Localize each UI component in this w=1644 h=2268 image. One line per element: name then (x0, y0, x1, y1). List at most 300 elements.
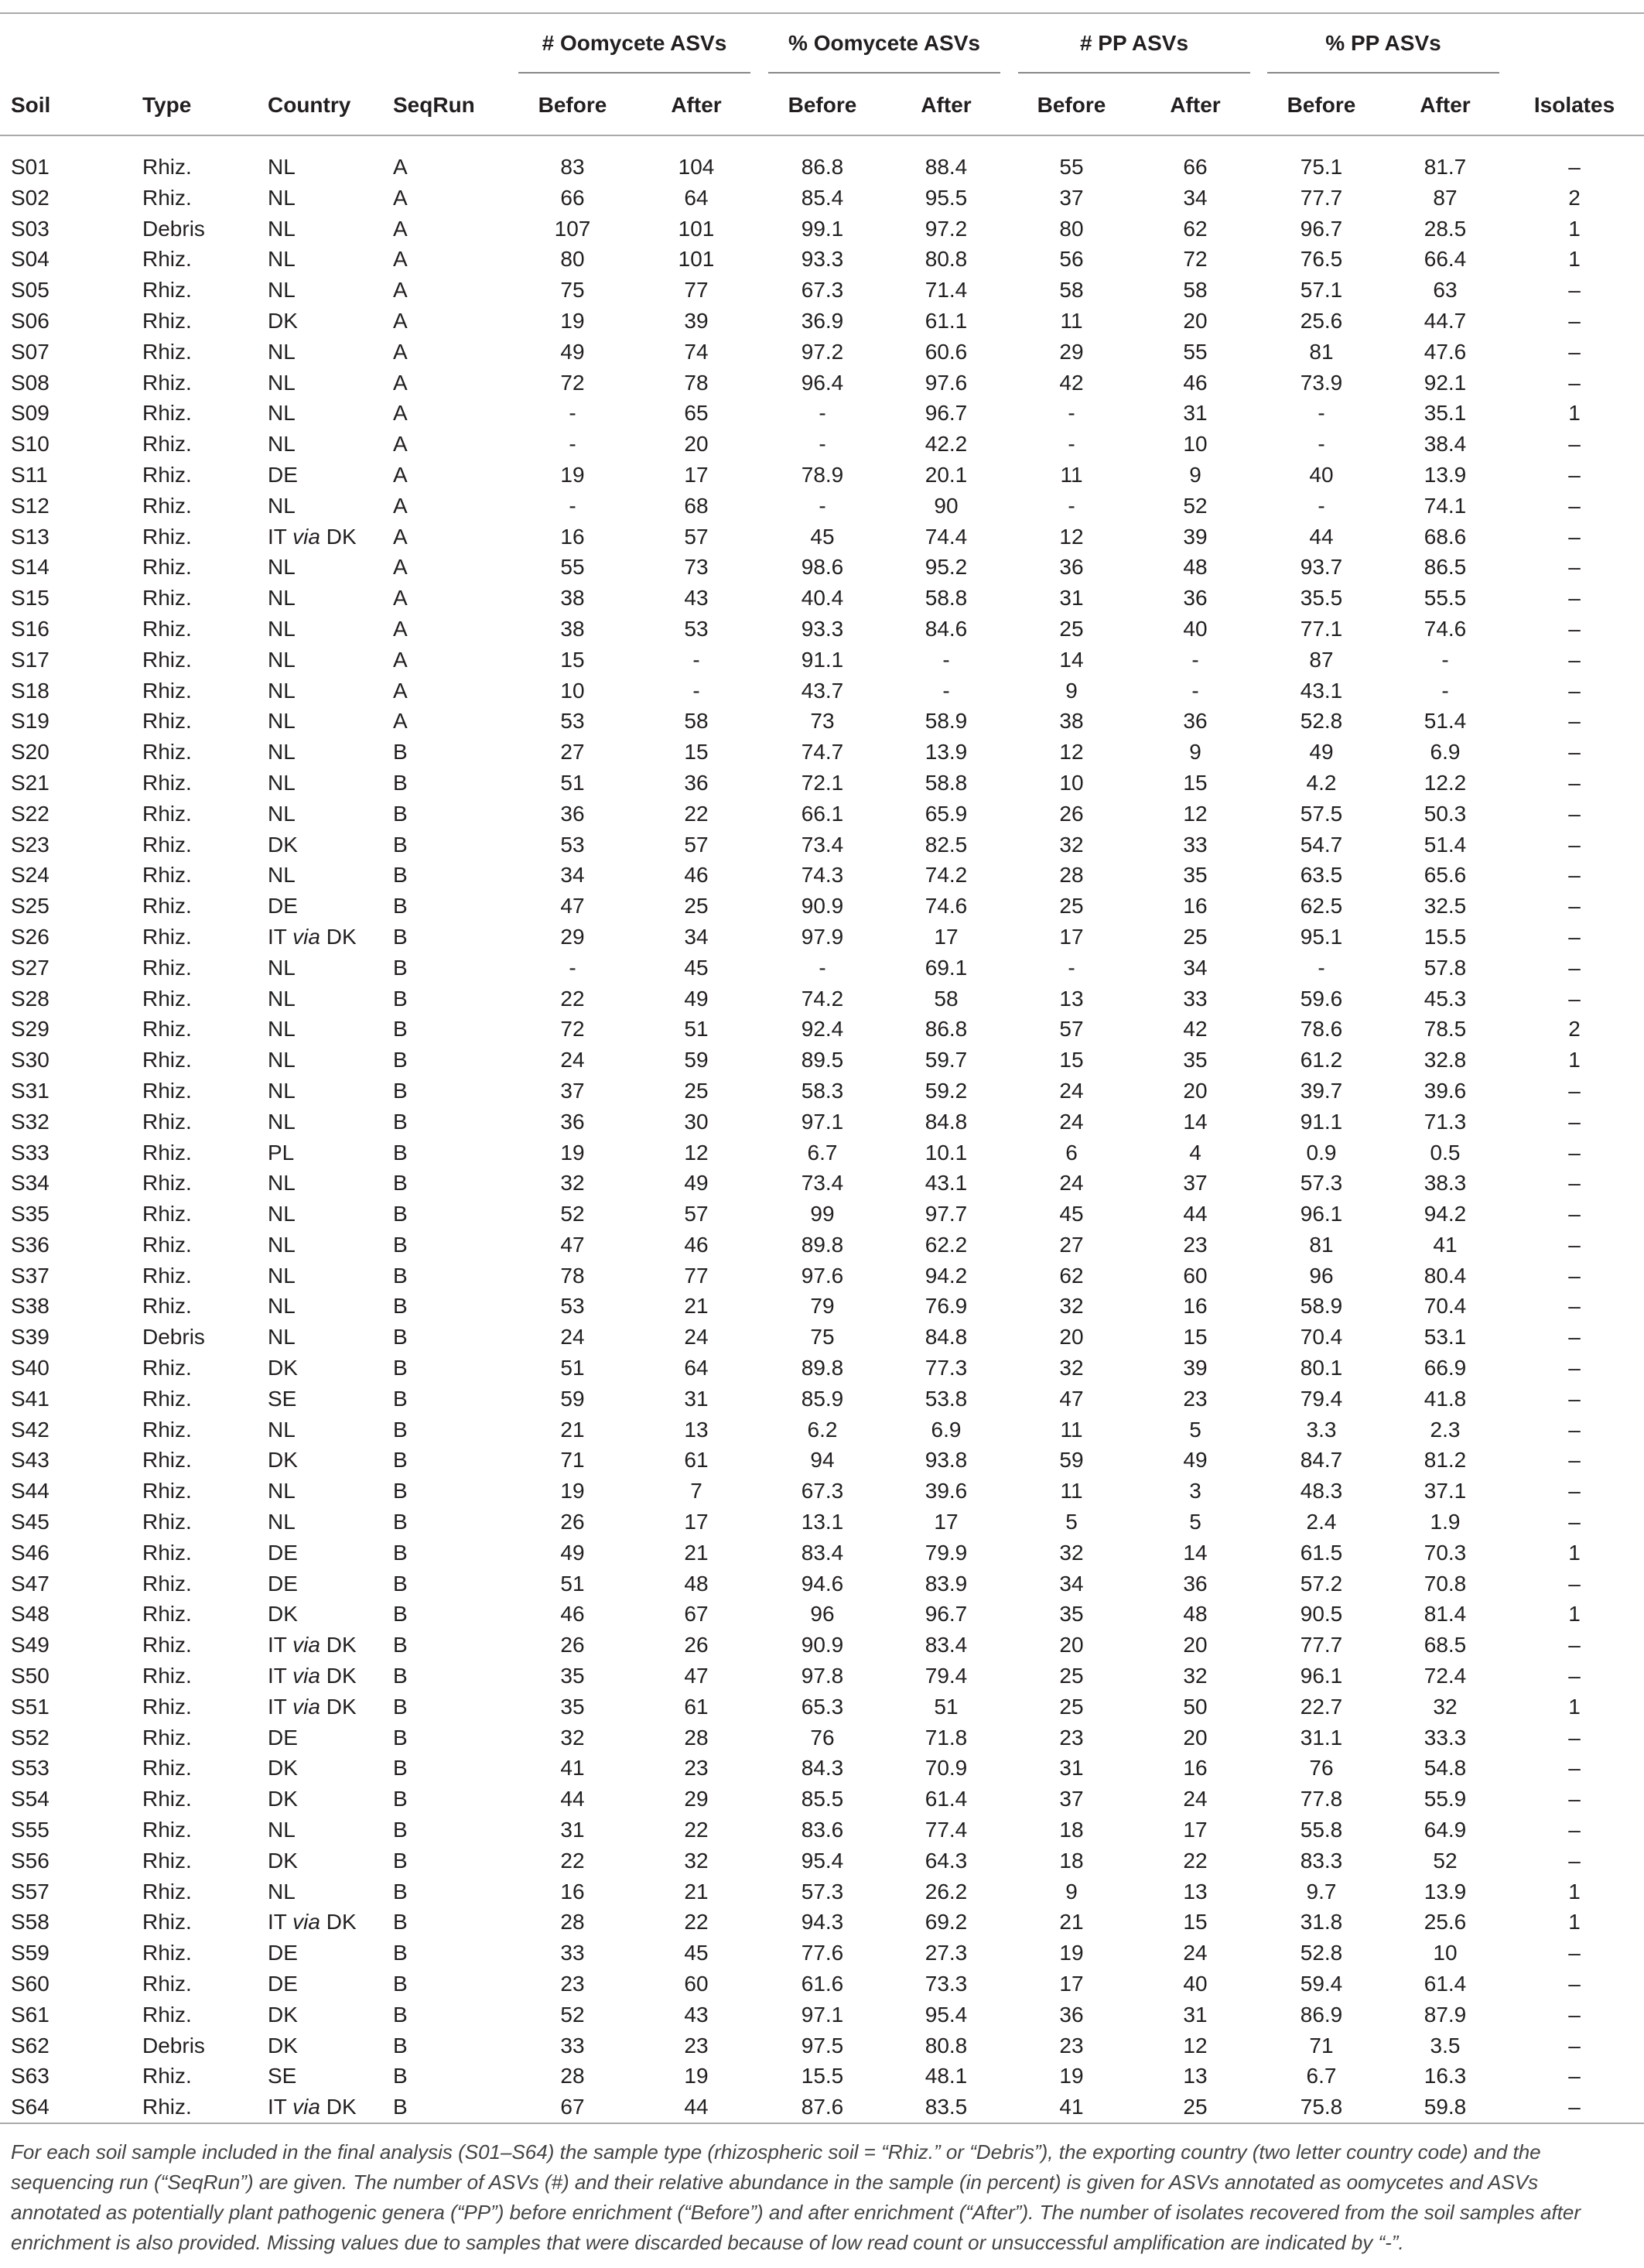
cell-pp-count-before: 6 (1065, 1140, 1078, 1165)
cell-pp-count-before: 21 (1059, 1910, 1084, 1934)
cell-pp-pct-after: 16.3 (1424, 2064, 1467, 2088)
cell-oomycete-count-before: 16 (560, 1879, 585, 1904)
cell-pp-count-before: 31 (1059, 586, 1084, 611)
cell-pp-count-before: - (1068, 493, 1075, 518)
cell-seqrun: B (393, 1232, 408, 1257)
cell-type: Rhiz. (142, 1633, 192, 1657)
cell-soil: S63 (11, 2064, 50, 2088)
cell-pp-count-before: 24 (1059, 1078, 1084, 1103)
cell-oomycete-count-after: 101 (678, 247, 715, 272)
cell-isolates: – (1568, 678, 1581, 703)
cell-soil: S46 (11, 1540, 50, 1565)
cell-type: Rhiz. (142, 1417, 192, 1442)
cell-soil: S50 (11, 1664, 50, 1688)
cell-pp-pct-after: 6.9 (1430, 740, 1461, 765)
cell-pp-pct-after: 15.5 (1424, 924, 1467, 949)
cell-oomycete-pct-after: 62.2 (925, 1232, 968, 1257)
cell-oomycete-count-after: 61 (684, 1694, 709, 1719)
cell-type: Debris (142, 216, 205, 241)
table-row (0, 1199, 1644, 1230)
cell-oomycete-count-before: 32 (560, 1171, 585, 1196)
cell-soil: S57 (11, 1879, 50, 1904)
cell-oomycete-pct-after: 59.2 (925, 1078, 968, 1103)
cell-isolates: 1 (1568, 1694, 1581, 1719)
via-country-code: DK (326, 924, 357, 949)
cell-seqrun: A (393, 586, 408, 611)
cell-pp-pct-after: 74.6 (1424, 616, 1467, 641)
cell-country (268, 398, 391, 429)
cell-pp-pct-before: 52.8 (1300, 1941, 1343, 1965)
cell-type: Rhiz. (142, 524, 192, 549)
cell-pp-pct-after: 64.9 (1424, 1818, 1467, 1842)
cell-isolates: – (1568, 155, 1581, 179)
cell-pp-pct-after: 70.3 (1424, 1540, 1467, 1565)
cell-type: Rhiz. (142, 1664, 192, 1688)
cell-pp-count-after: 36 (1183, 586, 1208, 611)
cell-oomycete-count-before: 35 (560, 1664, 585, 1688)
cell-soil: S36 (11, 1232, 50, 1257)
cell-seqrun: B (393, 1263, 408, 1288)
cell-oomycete-pct-after: 70.9 (925, 1756, 968, 1781)
cell-oomycete-count-before: 19 (560, 1140, 585, 1165)
cell-country (268, 953, 391, 983)
cell-oomycete-count-after: 23 (684, 2033, 709, 2058)
cell-oomycete-pct-after: 6.9 (931, 1417, 962, 1442)
cell-type: Rhiz. (142, 462, 192, 487)
cell-pp-pct-after: 52 (1433, 1848, 1458, 1873)
country-code: PL (268, 1140, 295, 1165)
cell-oomycete-count-before: 44 (560, 1787, 585, 1811)
cell-isolates: – (1568, 432, 1581, 457)
cell-oomycete-pct-after: 73.3 (925, 1972, 968, 1996)
cell-country (268, 1107, 391, 1137)
cell-oomycete-pct-before: 97.5 (801, 2033, 844, 2058)
cell-pp-pct-after: 33.3 (1424, 1725, 1467, 1750)
country-code: NL (268, 247, 296, 272)
cell-country (268, 306, 391, 337)
cell-oomycete-count-after: - (692, 678, 700, 703)
cell-country (268, 583, 391, 614)
cell-oomycete-count-after: 44 (684, 2095, 709, 2119)
cell-oomycete-pct-before: 96 (810, 1602, 835, 1627)
cell-oomycete-pct-after: 64.3 (925, 1848, 968, 1873)
cell-seqrun: A (393, 432, 408, 457)
cell-oomycete-count-after: 45 (684, 955, 709, 980)
cell-seqrun: B (393, 1448, 408, 1473)
cell-oomycete-count-before: 53 (560, 832, 585, 857)
cell-oomycete-count-before: 41 (560, 1756, 585, 1781)
cell-pp-count-after: 4 (1189, 1140, 1201, 1165)
cell-oomycete-pct-after: 79.4 (925, 1664, 968, 1688)
cell-soil: S06 (11, 308, 50, 333)
cell-seqrun: B (393, 924, 408, 949)
cell-pp-pct-after: 72.4 (1424, 1664, 1467, 1688)
cell-oomycete-count-before: - (569, 955, 576, 980)
table-row (0, 614, 1644, 645)
cell-pp-pct-after: 32.8 (1424, 1048, 1467, 1072)
cell-isolates: – (1568, 308, 1581, 333)
cell-type: Rhiz. (142, 1479, 192, 1503)
cell-pp-pct-before: 71 (1309, 2033, 1334, 2058)
cell-pp-count-after: 31 (1183, 2002, 1208, 2027)
cell-type: Rhiz. (142, 1972, 192, 1996)
cell-isolates: – (1568, 770, 1581, 795)
cell-seqrun: A (393, 216, 408, 241)
cell-oomycete-count-before: - (569, 493, 576, 518)
cell-oomycete-count-after: 21 (684, 1879, 709, 1904)
cell-type: Rhiz. (142, 832, 192, 857)
cell-country (268, 1907, 391, 1938)
via-country-code: DK (326, 1633, 357, 1657)
cell-isolates: – (1568, 1294, 1581, 1319)
cell-country (268, 799, 391, 830)
cell-oomycete-count-after: 26 (684, 1633, 709, 1657)
cell-oomycete-pct-before: 99 (810, 1202, 835, 1226)
group-rule (768, 72, 1000, 74)
cell-pp-pct-after: 2.3 (1430, 1417, 1461, 1442)
cell-seqrun: A (393, 462, 408, 487)
cell-pp-count-before: 26 (1059, 801, 1084, 826)
table-row (0, 1599, 1644, 1630)
cell-isolates: – (1568, 1848, 1581, 1873)
cell-isolates: – (1568, 986, 1581, 1011)
cell-oomycete-pct-before: 89.8 (801, 1232, 844, 1257)
cell-soil: S13 (11, 524, 50, 549)
cell-oomycete-pct-before: 97.6 (801, 1263, 844, 1288)
cell-type: Rhiz. (142, 1109, 192, 1134)
cell-seqrun: A (393, 370, 408, 395)
cell-oomycete-count-after: 46 (684, 863, 709, 888)
cell-soil: S19 (11, 709, 50, 734)
country-code: NL (268, 1325, 296, 1350)
via-word: via (292, 2095, 320, 2119)
cell-pp-count-after: 36 (1183, 1571, 1208, 1596)
cell-pp-pct-after: 65.6 (1424, 863, 1467, 888)
cell-oomycete-pct-before: 75 (810, 1325, 835, 1350)
cell-oomycete-count-before: 51 (560, 1356, 585, 1380)
country-code: IT (268, 1694, 287, 1719)
cell-oomycete-pct-after: 74.4 (925, 524, 968, 549)
cell-oomycete-pct-before: 85.9 (801, 1386, 844, 1411)
table-row (0, 275, 1644, 306)
cell-soil: S56 (11, 1848, 50, 1873)
cell-type: Rhiz. (142, 1848, 192, 1873)
cell-country (268, 368, 391, 399)
via-country-code: DK (326, 524, 357, 549)
cell-pp-pct-before: 49 (1309, 740, 1334, 765)
cell-type: Rhiz. (142, 1140, 192, 1165)
cell-soil: S39 (11, 1325, 50, 1350)
cell-soil: S25 (11, 894, 50, 918)
cell-oomycete-pct-after: 58.8 (925, 770, 968, 795)
cell-seqrun: B (393, 1787, 408, 1811)
cell-oomycete-count-before: 47 (560, 894, 585, 918)
cell-soil: S21 (11, 770, 50, 795)
cell-pp-pct-after: 47.6 (1424, 339, 1467, 364)
cell-pp-pct-after: 45.3 (1424, 986, 1467, 1011)
cell-seqrun: A (393, 678, 408, 703)
cell-pp-count-before: 59 (1059, 1448, 1084, 1473)
cell-type: Rhiz. (142, 1017, 192, 1042)
cell-oomycete-count-after: 22 (684, 801, 709, 826)
cell-isolates: – (1568, 2002, 1581, 2027)
cell-soil: S28 (11, 986, 50, 1011)
cell-soil: S51 (11, 1694, 50, 1719)
cell-type: Rhiz. (142, 1448, 192, 1473)
cell-pp-count-before: 20 (1059, 1633, 1084, 1657)
cell-pp-pct-before: 75.1 (1300, 155, 1343, 179)
cell-country (268, 1938, 391, 1969)
cell-oomycete-count-after: 43 (684, 2002, 709, 2027)
cell-type: Rhiz. (142, 1941, 192, 1965)
cell-oomycete-pct-before: - (819, 955, 826, 980)
cell-type: Rhiz. (142, 770, 192, 795)
cell-soil: S10 (11, 432, 50, 457)
cell-pp-pct-after: 25.6 (1424, 1910, 1467, 1934)
cell-pp-pct-before: 90.5 (1300, 1602, 1343, 1627)
cell-oomycete-pct-after: 80.8 (925, 2033, 968, 2058)
table-row (0, 1384, 1644, 1415)
table-row (0, 429, 1644, 460)
cell-type: Rhiz. (142, 1294, 192, 1319)
cell-seqrun: B (393, 1171, 408, 1196)
cell-pp-pct-after: 32 (1433, 1694, 1458, 1719)
via-word: via (292, 1694, 320, 1719)
cell-country (268, 183, 391, 214)
cell-pp-count-before: 13 (1059, 986, 1084, 1011)
cell-pp-pct-after: - (1441, 647, 1449, 672)
table-row (0, 922, 1644, 953)
cell-oomycete-count-after: 45 (684, 1941, 709, 1965)
cell-oomycete-pct-before: 89.5 (801, 1048, 844, 1072)
cell-seqrun: A (393, 401, 408, 426)
cell-isolates: – (1568, 1941, 1581, 1965)
cell-pp-count-before: 11 (1060, 462, 1083, 487)
cell-seqrun: B (393, 1479, 408, 1503)
cell-pp-pct-after: 35.1 (1424, 401, 1467, 426)
country-code: NL (268, 1510, 296, 1534)
cell-pp-pct-before: - (1318, 955, 1325, 980)
cell-pp-count-after: 15 (1183, 770, 1208, 795)
table-row (0, 1168, 1644, 1199)
cell-pp-pct-before: 61.2 (1300, 1048, 1343, 1072)
cell-seqrun: B (393, 1848, 408, 1873)
cell-oomycete-pct-after: 69.2 (925, 1910, 968, 1934)
cell-oomycete-count-after: 73 (684, 555, 709, 580)
cell-oomycete-count-before: 33 (560, 2033, 585, 2058)
cell-country (268, 1384, 391, 1415)
country-code: NL (268, 278, 296, 303)
cell-type: Rhiz. (142, 863, 192, 888)
cell-seqrun: B (393, 1202, 408, 1226)
cell-oomycete-pct-after: 58.9 (925, 709, 968, 734)
table-row (0, 522, 1644, 552)
cell-oomycete-count-before: 24 (560, 1048, 585, 1072)
cell-pp-pct-before: 75.8 (1300, 2095, 1343, 2119)
cell-pp-pct-after: 61.4 (1424, 1972, 1467, 1996)
cell-oomycete-count-after: 57 (684, 1202, 709, 1226)
table-row (0, 983, 1644, 1014)
cell-oomycete-pct-after: 97.7 (925, 1202, 968, 1226)
table-row (0, 1291, 1644, 1322)
cell-pp-pct-before: 87 (1309, 647, 1334, 672)
cell-oomycete-pct-after: 94.2 (925, 1263, 968, 1288)
cell-oomycete-count-before: 71 (560, 1448, 585, 1473)
cell-isolates: – (1568, 894, 1581, 918)
cell-type: Rhiz. (142, 2095, 192, 2119)
cell-seqrun: B (393, 1879, 408, 1904)
cell-pp-count-before: 37 (1059, 185, 1084, 210)
cell-pp-pct-after: 92.1 (1424, 370, 1467, 395)
cell-pp-count-before: 12 (1059, 740, 1084, 765)
cell-oomycete-count-before: - (569, 432, 576, 457)
cell-type: Rhiz. (142, 1540, 192, 1565)
cell-soil: S02 (11, 185, 50, 210)
cell-oomycete-count-before: 66 (560, 185, 585, 210)
table-row (0, 1846, 1644, 1876)
cell-oomycete-pct-before: 99.1 (801, 216, 844, 241)
cell-pp-count-after: 5 (1189, 1510, 1201, 1534)
cell-oomycete-count-after: 17 (684, 1510, 709, 1534)
cell-pp-pct-after: 51.4 (1424, 832, 1467, 857)
cell-oomycete-pct-before: 94.6 (801, 1571, 844, 1596)
cell-oomycete-pct-before: 13.1 (801, 1510, 844, 1534)
cell-seqrun: A (393, 308, 408, 333)
cell-seqrun: A (393, 278, 408, 303)
cell-oomycete-pct-before: 87.6 (801, 2095, 844, 2119)
cell-seqrun: B (393, 1540, 408, 1565)
cell-pp-pct-before: 79.4 (1300, 1386, 1343, 1411)
cell-country (268, 2092, 391, 2123)
cell-country (268, 1045, 391, 1076)
cell-pp-count-before: 19 (1059, 1941, 1084, 1965)
country-code: IT (268, 1910, 287, 1934)
table-row (0, 1107, 1644, 1137)
cell-pp-count-before: 10 (1059, 770, 1084, 795)
cell-pp-count-before: 15 (1059, 1048, 1084, 1072)
cell-type: Rhiz. (142, 709, 192, 734)
cell-pp-count-after: 24 (1183, 1941, 1208, 1965)
cell-oomycete-pct-before: 77.6 (801, 1941, 844, 1965)
country-code: NL (268, 339, 296, 364)
cell-oomycete-pct-after: 43.1 (925, 1171, 968, 1196)
cell-oomycete-pct-before: 57.3 (801, 1879, 844, 1904)
cell-pp-pct-after: 71.3 (1424, 1109, 1467, 1134)
cell-soil: S64 (11, 2095, 50, 2119)
cell-oomycete-count-after: 48 (684, 1571, 709, 1596)
cell-pp-count-before: 25 (1059, 616, 1084, 641)
cell-type: Rhiz. (142, 801, 192, 826)
cell-oomycete-pct-after: 39.6 (925, 1479, 968, 1503)
cell-seqrun: B (393, 2033, 408, 2058)
cell-pp-pct-before: 77.7 (1300, 185, 1343, 210)
cell-pp-count-after: 25 (1183, 924, 1208, 949)
country-code: DK (268, 832, 298, 857)
table-row (0, 860, 1644, 891)
cell-pp-pct-before: 81 (1309, 1232, 1334, 1257)
cell-country (268, 737, 391, 768)
cell-isolates: – (1568, 1479, 1581, 1503)
table-row (0, 552, 1644, 583)
cell-oomycete-pct-before: 84.3 (801, 1756, 844, 1781)
cell-pp-count-before: 11 (1060, 1417, 1083, 1442)
cell-pp-pct-before: 57.2 (1300, 1571, 1343, 1596)
cell-oomycete-pct-after: 79.9 (925, 1540, 968, 1565)
cell-oomycete-count-before: 19 (560, 308, 585, 333)
cell-country (268, 1753, 391, 1784)
table-row (0, 583, 1644, 614)
cell-oomycete-pct-before: 72.1 (801, 770, 844, 795)
cell-oomycete-count-after: 12 (684, 1140, 709, 1165)
cell-seqrun: B (393, 1633, 408, 1657)
cell-pp-count-after: 49 (1183, 1448, 1208, 1473)
cell-soil: S16 (11, 616, 50, 641)
cell-country (268, 1722, 391, 1753)
cell-country (268, 1230, 391, 1261)
cell-oomycete-pct-after: - (942, 647, 950, 672)
cell-pp-pct-after: 13.9 (1424, 1879, 1467, 1904)
cell-pp-count-before: 9 (1065, 678, 1078, 703)
cell-country (268, 1661, 391, 1692)
col-header-after: After (1420, 93, 1471, 117)
cell-type: Rhiz. (142, 1356, 192, 1380)
cell-pp-count-after: 23 (1183, 1386, 1208, 1411)
country-code: DK (268, 308, 298, 333)
cell-oomycete-pct-before: 83.6 (801, 1818, 844, 1842)
cell-pp-pct-before: 59.4 (1300, 1972, 1343, 1996)
cell-oomycete-count-before: 28 (560, 1910, 585, 1934)
cell-oomycete-count-before: 107 (554, 216, 591, 241)
table-row (0, 1753, 1644, 1784)
cell-oomycete-pct-after: 88.4 (925, 155, 968, 179)
cell-oomycete-pct-after: 20.1 (925, 462, 968, 487)
cell-country (268, 275, 391, 306)
header-oomycete-count: # Oomycete ASVs (542, 31, 727, 55)
cell-oomycete-count-before: 21 (560, 1417, 585, 1442)
country-code: NL (268, 955, 296, 980)
cell-pp-pct-before: 96.1 (1300, 1664, 1343, 1688)
cell-seqrun: A (393, 616, 408, 641)
cell-type: Rhiz. (142, 1818, 192, 1842)
cell-country (268, 922, 391, 953)
cell-seqrun: B (393, 740, 408, 765)
table-row (0, 676, 1644, 706)
cell-seqrun: B (393, 1109, 408, 1134)
cell-pp-pct-before: 3.3 (1306, 1417, 1337, 1442)
cell-isolates: – (1568, 1325, 1581, 1350)
cell-pp-count-after: 20 (1183, 1725, 1208, 1750)
cell-isolates: – (1568, 863, 1581, 888)
cell-pp-pct-after: 38.3 (1424, 1171, 1467, 1196)
cell-oomycete-pct-before: 6.7 (807, 1140, 838, 1165)
cell-type: Rhiz. (142, 955, 192, 980)
cell-oomycete-count-before: 72 (560, 1017, 585, 1042)
cell-pp-count-after: 39 (1183, 1356, 1208, 1380)
cell-oomycete-pct-after: 71.4 (925, 278, 968, 303)
country-code: DK (268, 1356, 298, 1380)
country-code: IT (268, 524, 287, 549)
table-row (0, 1568, 1644, 1599)
cell-soil: S32 (11, 1109, 50, 1134)
cell-pp-pct-before: 2.4 (1306, 1510, 1337, 1534)
cell-oomycete-pct-after: - (942, 678, 950, 703)
cell-pp-count-before: 23 (1059, 2033, 1084, 2058)
cell-type: Rhiz. (142, 924, 192, 949)
cell-pp-count-before: 32 (1059, 832, 1084, 857)
cell-pp-pct-after: 68.6 (1424, 524, 1467, 549)
top-rule (0, 12, 1644, 14)
country-code: NL (268, 1879, 296, 1904)
